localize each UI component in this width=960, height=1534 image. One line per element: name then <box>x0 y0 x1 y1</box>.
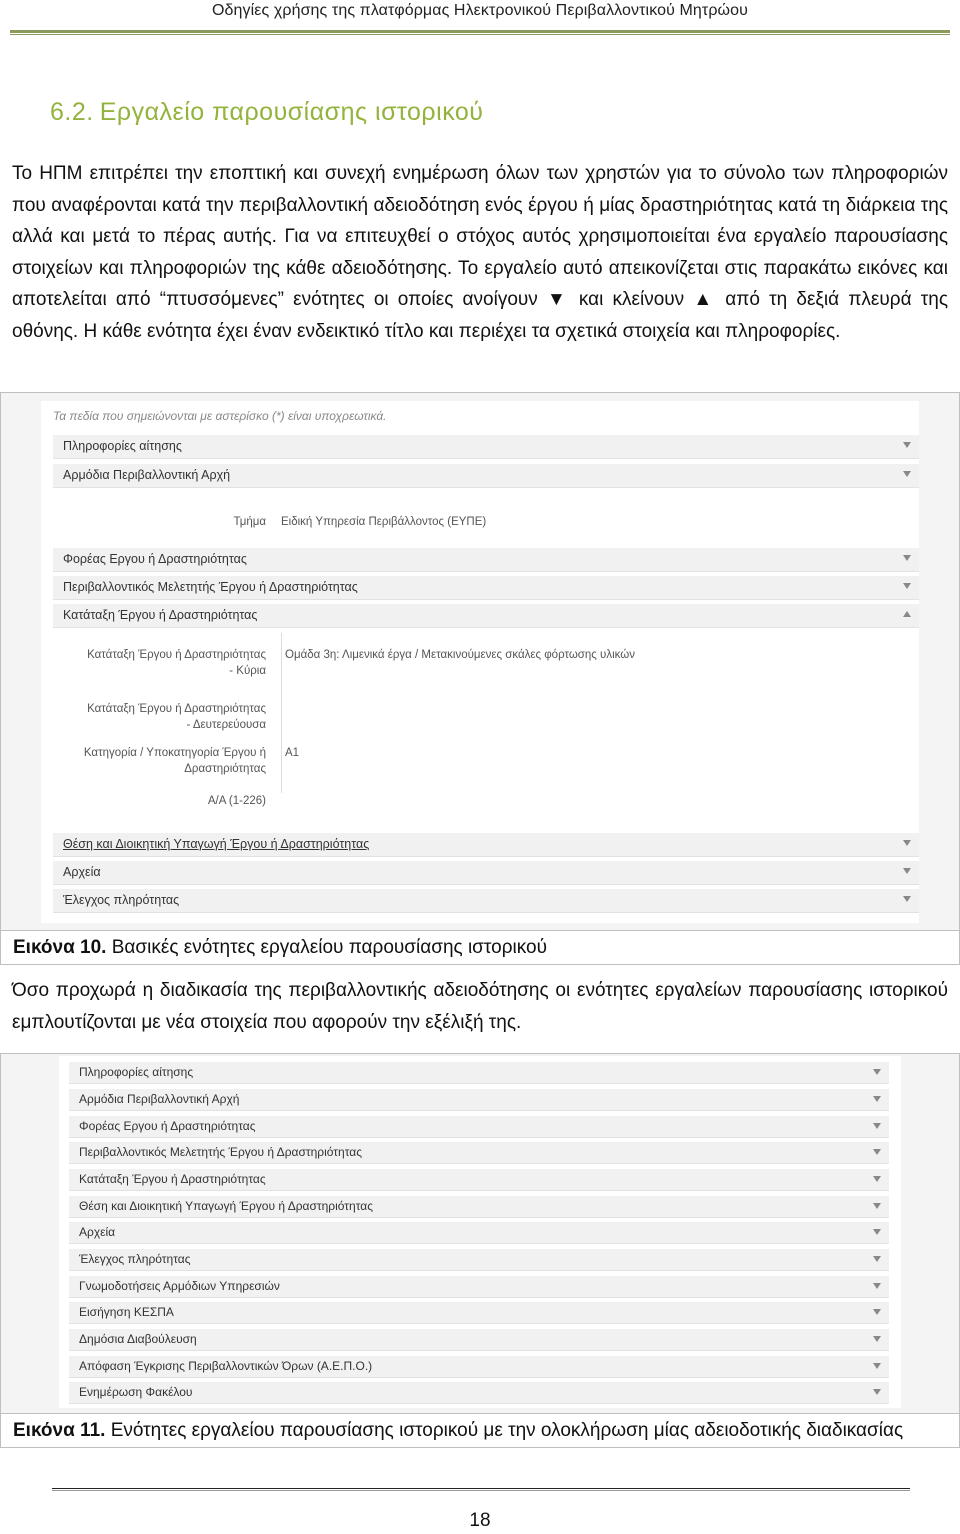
figure-11-caption <box>1 1413 959 1447</box>
chevron-down-icon[interactable] <box>873 1203 881 1209</box>
section-bar[interactable] <box>69 1062 889 1084</box>
section-bar-authority[interactable] <box>53 464 919 488</box>
section-number: 6.2. <box>50 98 94 126</box>
chevron-down-icon[interactable] <box>873 1309 881 1315</box>
field-divider <box>281 633 282 793</box>
section-bar-classification[interactable] <box>53 604 919 628</box>
section-bar[interactable] <box>69 1276 889 1298</box>
field-value-main-class: Ομάδα 3η: Λιμενικά έργα / Μετακινούμενες σκάλες φόρτωσης υλικών <box>285 649 635 661</box>
chevron-up-icon[interactable] <box>903 611 911 617</box>
chevron-down-icon[interactable] <box>873 1229 881 1235</box>
chevron-down-icon[interactable] <box>873 1363 881 1369</box>
section-bar[interactable] <box>69 1089 889 1111</box>
required-fields-note: Τα πεδία που σημειώνονται με αστερίσκο (*) είναι υποχρεωτικά. <box>53 409 387 423</box>
section-bar-label: Έλεγχος πληρότητας <box>79 1252 191 1266</box>
section-bar[interactable] <box>69 1169 889 1191</box>
section-bar-application-info[interactable] <box>53 435 919 459</box>
section-bar[interactable] <box>69 1249 889 1271</box>
field-label-main-class: Κατάταξη Έργου ή Δραστηριότητας - Κύρια <box>87 649 266 677</box>
figure-11-screenshot <box>59 1056 901 1408</box>
section-bar-label: Πληροφορίες αίτησης <box>79 1065 194 1079</box>
chevron-down-icon[interactable] <box>873 1256 881 1262</box>
section-heading <box>50 98 483 127</box>
field-value-department: Ειδική Υπηρεσία Περιβάλλοντος (ΕΥΠΕ) <box>281 516 487 528</box>
section-bar-label: Αρμόδια Περιβαλλοντική Αρχή <box>63 468 231 482</box>
footer-divider <box>52 1488 910 1489</box>
figure-10-caption <box>1 930 959 964</box>
section-bar-label: Πληροφορίες αίτησης <box>63 439 182 453</box>
chevron-down-icon[interactable] <box>873 1176 881 1182</box>
header-title: Οδηγίες χρήσης της πλατφόρμας Ηλεκτρονικού Περιβαλλοντικού Μητρώου <box>211 2 748 19</box>
section-bar-label: Φορέας Εργου ή Δραστηριότητας <box>79 1119 256 1133</box>
section-bar-label: Περιβαλλοντικός Μελετητής Έργου ή Δραστηριότητας <box>63 580 358 594</box>
section-bar-label: Θέση και Διοικητική Υπαγωγή Έργου ή Δραστηριότητας <box>79 1199 373 1213</box>
chevron-down-icon[interactable] <box>903 442 911 448</box>
section-bar[interactable] <box>69 1356 889 1378</box>
section-bar-label: Απόφαση Έγκρισης Περιβαλλοντικών Όρων (Α.Ε.Π.Ο.) <box>79 1359 373 1373</box>
chevron-down-icon[interactable] <box>903 868 911 874</box>
section-bar[interactable] <box>69 1329 889 1351</box>
figure-11-caption-text: Ενότητες εργαλείου παρουσίασης ιστορικού με την ολοκλήρωση μίας αδειοδοτικής διαδικασίας <box>105 1420 904 1441</box>
section-bar[interactable] <box>69 1116 889 1138</box>
section-bar-label: Περιβαλλοντικός Μελετητής Έργου ή Δραστηριότητας <box>79 1145 362 1159</box>
intro-paragraph: Το ΗΠΜ επιτρέπει την εποπτική και συνεχή ενημέρωση όλων των χρηστών για το σύνολο των πληροφοριών που αναφέρονται κατά την περιβαλλοντική αδειοδότηση ενός έργου ή μίας δραστηριότητας κατά τη διάρκεια της αλλά και μετά το πέρας αυτής. Για να επιτευχθεί ο στόχος αυτός χρησιμοποιείται ένα εργαλείο παρουσίασης στοιχείων και πληροφοριών της κάθε αδειοδότησης. Το εργαλείο αυτό απεικονίζεται στις παρακάτω εικόνες και αποτελείται από “πτυσσόμενες” ενότητες οι οποίες ανοίγουν ▼ και κλείνουν ▲ από τη δεξιά πλευρά της οθόνης. Η κάθε ενότητα έχει έναν ενδεικτικό τίτλο και περιέχει τα σχετικά στοιχεία και πληροφορίες. <box>12 163 948 342</box>
progress-paragraph: Όσο προχωρά η διαδικασία της περιβαλλοντικής αδειοδότησης οι ενότητες εργαλείων παρουσίασης ιστορικού εμπλουτίζονται με νέα στοιχεία που αφορούν την εξέλιξή της. <box>12 980 948 1033</box>
field-label-category: Κατηγορία / Υποκατηγορία Έργου ή Δραστηριότητας <box>83 747 266 775</box>
section-bar-label: Ενημέρωση Φακέλου <box>79 1385 193 1399</box>
chevron-down-icon[interactable] <box>873 1123 881 1129</box>
footer-divider-thin <box>52 1490 910 1491</box>
chevron-down-icon[interactable] <box>903 471 911 477</box>
section-bar-label: Θέση και Διοικητική Υπαγωγή Έργου ή Δραστηριότητας <box>63 837 370 851</box>
figure-10-screenshot <box>41 401 919 923</box>
figure-11-caption-label: Εικόνα 11. <box>13 1420 106 1441</box>
section-bar-label: Αρχεία <box>63 865 101 879</box>
chevron-down-icon[interactable] <box>873 1096 881 1102</box>
chevron-down-icon[interactable] <box>873 1389 881 1395</box>
section-bar-consultant[interactable] <box>53 576 919 600</box>
section-bar-label: Εισήγηση ΚΕΣΠΑ <box>79 1305 174 1319</box>
field-value-category: Α1 <box>285 747 300 759</box>
figure-10-caption-label: Εικόνα 10. <box>13 937 107 958</box>
section-bar-label: Αρμόδια Περιβαλλοντική Αρχή <box>79 1092 240 1106</box>
chevron-down-icon[interactable] <box>903 840 911 846</box>
section-bar-label: Δημόσια Διαβούλευση <box>79 1332 197 1346</box>
page-number: 18 <box>469 1510 491 1531</box>
section-bar-label: Κατάταξη Έργου ή Δραστηριότητας <box>79 1172 266 1186</box>
field-label-department: Τμήμα <box>233 516 266 528</box>
section-bar-owner[interactable] <box>53 548 919 572</box>
section-bar-location[interactable] <box>53 833 919 857</box>
section-bar[interactable] <box>69 1196 889 1218</box>
field-label-secondary-class: Κατάταξη Έργου ή Δραστηριότητας - Δευτερεύουσα <box>87 703 266 731</box>
field-label-index: Α/Α (1-226) <box>207 795 266 807</box>
section-bar-files[interactable] <box>53 861 919 885</box>
section-bar-label: Κατάταξη Έργου ή Δραστηριότητας <box>63 608 258 622</box>
section-bar[interactable] <box>69 1142 889 1164</box>
figure-10 <box>0 392 960 965</box>
chevron-down-icon[interactable] <box>903 555 911 561</box>
section-bar-label: Αρχεία <box>79 1225 116 1239</box>
figure-10-caption-text: Βασικές ενότητες εργαλείου παρουσίασης ιστορικού <box>106 937 547 958</box>
figure-11 <box>0 1053 960 1448</box>
section-title-text: Εργαλείο παρουσίασης ιστορικού <box>99 98 484 126</box>
header-divider-thin <box>10 34 950 35</box>
chevron-down-icon[interactable] <box>873 1283 881 1289</box>
section-bar-completeness[interactable] <box>53 889 919 913</box>
chevron-down-icon[interactable] <box>873 1069 881 1075</box>
page-header <box>0 0 960 36</box>
header-divider <box>10 30 950 33</box>
section-bar-label: Γνωμοδοτήσεις Αρμόδιων Υπηρεσιών <box>79 1279 280 1293</box>
section-bar[interactable] <box>69 1222 889 1244</box>
section-bar-label: Έλεγχος πληρότητας <box>63 893 180 907</box>
section-bar[interactable] <box>69 1302 889 1324</box>
chevron-down-icon[interactable] <box>873 1336 881 1342</box>
section-bar-label: Φορέας Εργου ή Δραστηριότητας <box>63 552 247 566</box>
chevron-down-icon[interactable] <box>873 1149 881 1155</box>
chevron-down-icon[interactable] <box>903 896 911 902</box>
section-bar[interactable] <box>69 1382 889 1404</box>
chevron-down-icon[interactable] <box>903 583 911 589</box>
